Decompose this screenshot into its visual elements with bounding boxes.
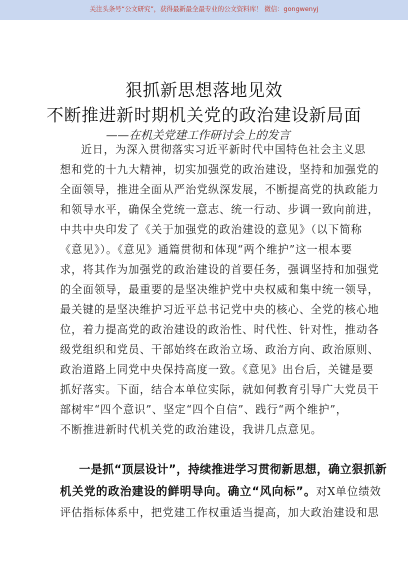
- document-title-line2: 不断推进新时期机关党的政治建设新局面: [46, 106, 362, 126]
- bold-heading-line1: 一是抓“顶层设计”，持续推进学习贯彻新思想，确立狠抓新: [79, 462, 387, 476]
- promo-banner-text[interactable]: 关注头条号“公文研究”，获得最新最全最专业的公文资料库！ 微信：gongwenyj: [89, 5, 319, 13]
- body-line: 和领导水平，确保全党统一意志、统一行动、步调一致向前进，: [60, 203, 380, 216]
- body-line: 评估指标体系中，把党建工作权重适当提高，加大政治建设和思: [60, 506, 380, 519]
- body-line: 的全面领导，最重要的是坚决维护党中央权威和集中统一领导，: [60, 283, 380, 296]
- body-line: 中共中央印发了《关于加强党的政治建设的意见》（以下简称: [60, 223, 363, 236]
- body-line: 政治道路上同党中央保持高度一致。《意见》出台后，关键是要: [60, 363, 374, 376]
- body-line: 位，着力提高党的政治建设的政治性、时代性、针对性，推动各: [60, 323, 380, 336]
- body-line: 近日，为深入贯彻落实习近平新时代中国特色社会主义思: [81, 143, 366, 156]
- body-line: 最关键的是坚决维护习近平总书记党中央的核心、全党的核心地: [60, 303, 380, 316]
- document-subtitle: ——在机关党建工作研讨会上的发言: [106, 128, 290, 142]
- body-line: 全面领导，推进全面从严治党纵深发展，不断提高党的执政能力: [60, 183, 380, 196]
- bold-heading-line2: 机关党的政治建设的鲜明导向。确立“风向标”。: [60, 484, 316, 498]
- body-line: 求，将其作为加强党的政治建设的首要任务，强调坚持和加强党: [60, 263, 380, 276]
- promo-banner[interactable]: [0, 0, 408, 20]
- body-line: 部树牢“四个意识”、坚定“四个自信”、践行“两个维护”，: [60, 403, 348, 416]
- document-title-line1: 狠抓新思想落地见效: [125, 81, 283, 101]
- body-line: 级党组织和党员、干部始终在政治立场、政治方向、政治原则、: [60, 343, 380, 356]
- body-line: 《意见》）。《意见》通篇贯彻和体现“两个维护”这一根本要: [60, 243, 353, 256]
- mixed-line: [60, 481, 381, 501]
- body-line: 抓好落实。下面，结合本单位实际，就如何教育引导广大党员干: [60, 383, 380, 396]
- body-line: 想和党的十九大精神，切实加强党的政治建设，坚持和加强党的: [60, 163, 380, 176]
- body-continuation: 对X单位绩效: [316, 485, 382, 498]
- body-line: 不断推进新时代机关党的政治建设，我讲几点意见。: [60, 423, 323, 436]
